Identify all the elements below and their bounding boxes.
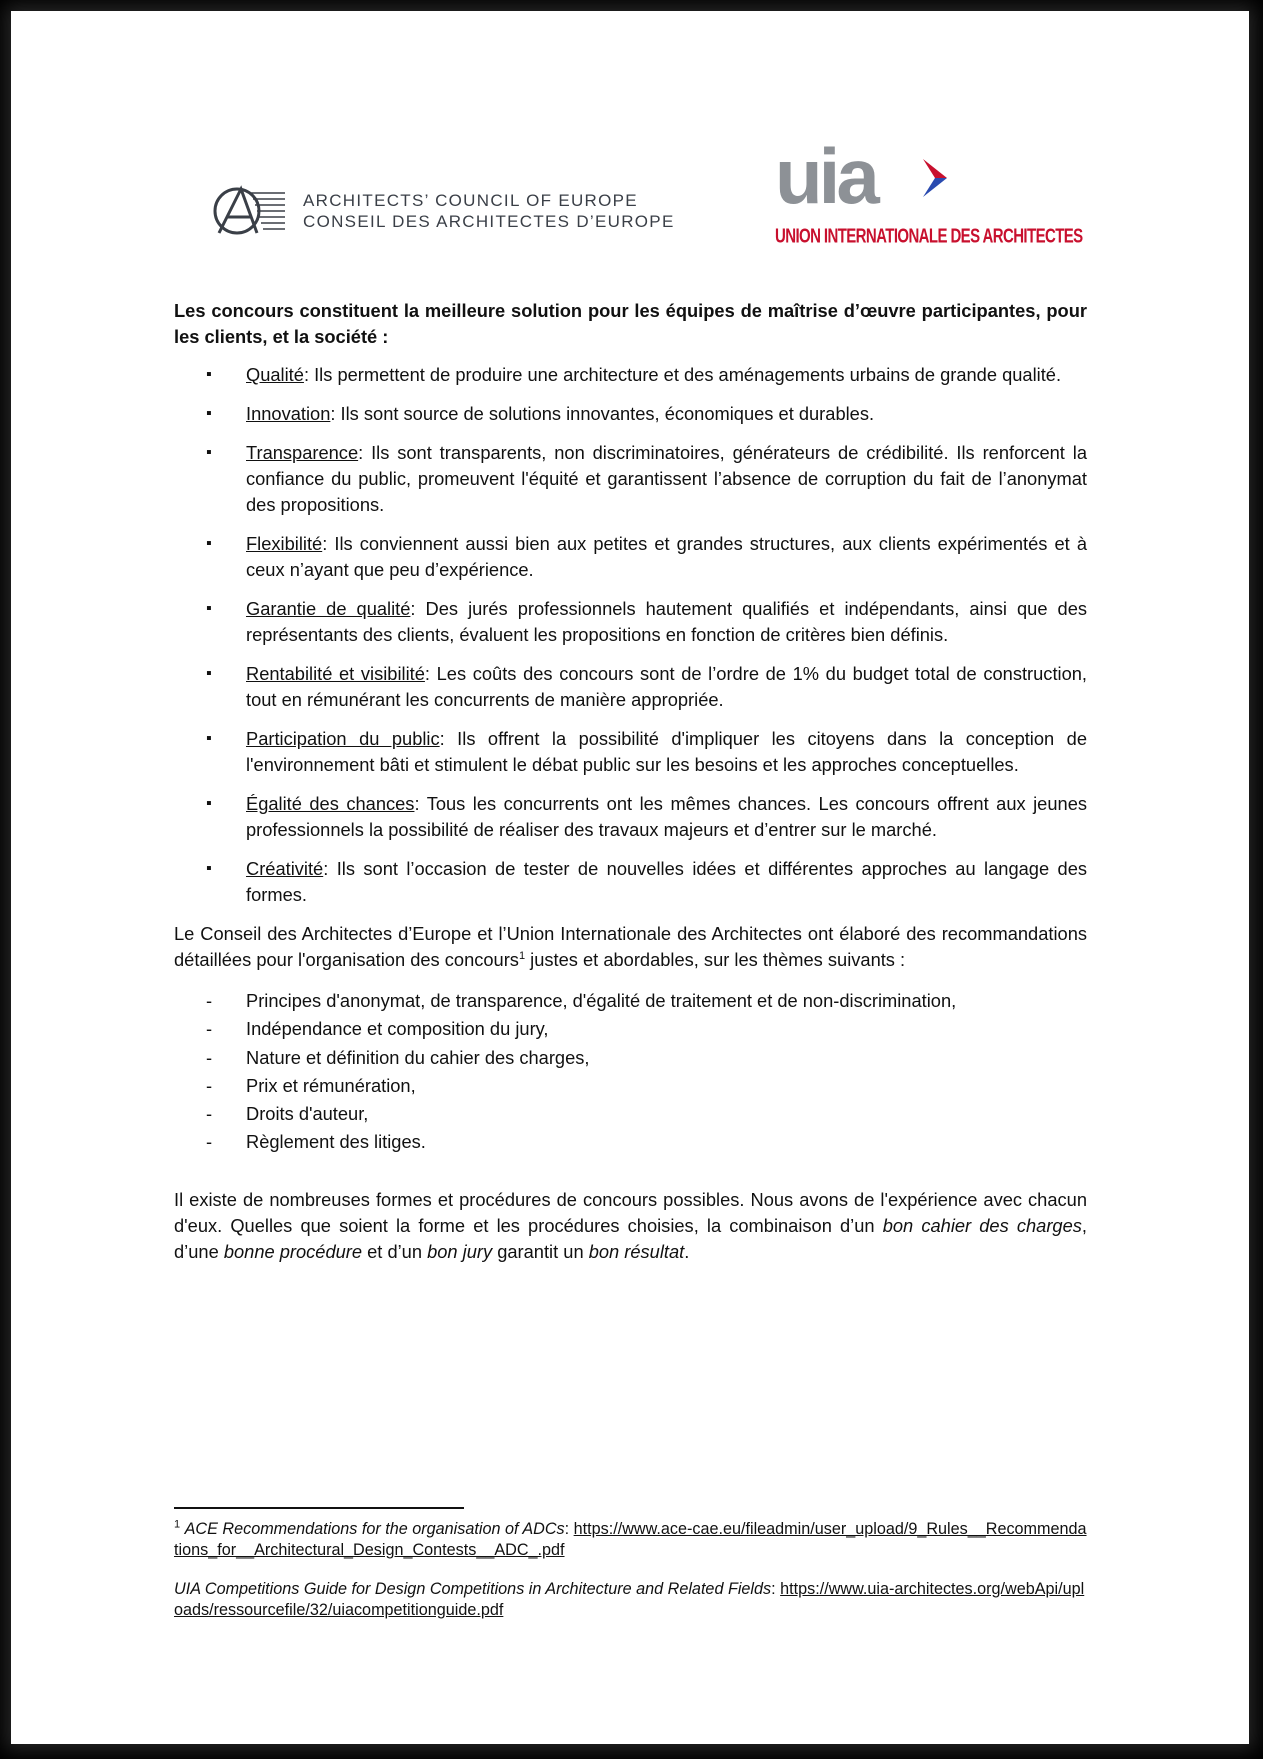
bullet-text: : Ils offrent la possibilité d'impliquer les citoyens dans la conception de l'environnement bâti et stimulent le débat public sur les besoins et les approches conceptuelles. — [246, 728, 1088, 775]
recommendations-paragraph — [174, 921, 1087, 973]
ace-recommendations-link[interactable]: https://www.ace-cae.eu/fileadmin/user_upload/9_Rules__Recommendations_for__Architectural_Design_Contests__ADC_.pdf — [174, 1520, 1087, 1559]
emphasis-text: bon résultat — [588, 1240, 685, 1262]
list-item: - Indépendance et composition du jury, — [174, 1015, 1087, 1043]
ace-logo-text — [303, 190, 675, 232]
bullet-term: Transparence — [246, 442, 359, 463]
uia-logo — [775, 132, 1083, 248]
bullet-text: : Ils sont source de solutions innovantes, économiques et durables. — [330, 403, 875, 424]
list-item — [174, 726, 1087, 778]
list-item — [174, 791, 1087, 843]
document-body — [174, 298, 1087, 1265]
bullet-term: Créativité — [246, 858, 324, 879]
list-item — [174, 661, 1087, 713]
conclusion-paragraph — [174, 1187, 1087, 1265]
bullet-text: : Tous les concurrents ont les mêmes chances. Les concours offrent aux jeunes professionnels la possibilité de réaliser des travaux majeurs et d’entrer sur le marché. — [246, 793, 1087, 840]
bullet-term: Garantie de qualité — [246, 598, 411, 619]
emphasis-text: bon jury — [427, 1240, 493, 1262]
ace-emblem-icon — [211, 183, 289, 239]
footnote-separator — [174, 1507, 464, 1509]
list-item — [174, 856, 1087, 908]
list-item: - Nature et définition du cahier des charges, — [174, 1044, 1087, 1072]
paragraph-text: . — [684, 1240, 690, 1262]
paragraph-text: , d’une — [174, 1214, 1087, 1262]
uia-subtitle: UNION INTERNATIONALE DES ARCHITECTES — [775, 225, 1083, 248]
list-item — [174, 531, 1087, 583]
themes-list — [174, 987, 1087, 1157]
footnote-2 — [174, 1579, 1087, 1621]
footnote-1 — [174, 1519, 1087, 1561]
footnote-ref[interactable]: 1 — [518, 949, 526, 962]
bullet-text: : Ils sont l’occasion de tester de nouvelles idées et différentes approches au langage des formes. — [246, 858, 1087, 905]
bullet-term: Qualité — [246, 364, 304, 385]
uia-wordmark: uia — [775, 132, 876, 220]
benefits-list — [174, 362, 1087, 908]
ace-line1: ARCHITECTS’ COUNCIL OF EUROPE — [303, 191, 638, 210]
uia-competition-guide-link[interactable]: https://www.uia-architectes.org/webApi/uploads/ressourcefile/32/uiacompetitionguide.pdf — [174, 1580, 1085, 1619]
paragraph-text: Le Conseil des Architectes d’Europe et l’Union Internationale des Architectes ont élaboré des recommandations détaillées pour l'organisation des concours — [174, 923, 1087, 970]
bullet-text: : Ils sont transparents, non discriminatoires, générateurs de crédibilité. Ils renforcent la confiance du public, promeuvent l'équité et garantissent l’absence de corruption du fait de l’anonymat des propositions. — [246, 442, 1087, 515]
bullet-term: Innovation — [246, 403, 331, 424]
bullet-text: : Les coûts des concours sont de l’ordre de 1% du budget total de construction, tout en rémunérant les concurrents de manière appropriée. — [246, 663, 1087, 710]
list-item: - Prix et rémunération, — [174, 1072, 1087, 1100]
bullet-term: Rentabilité et visibilité — [246, 663, 425, 684]
paragraph-text: Il existe de nombreuses formes et procédures de concours possibles. Nous avons de l'expérience avec chacun d'eux. Quelles que soient la forme et les procédures choisies, la combinaison d’un — [174, 1188, 1087, 1236]
uia-chevron-icon — [921, 157, 949, 199]
paragraph-text: garantit un — [492, 1240, 589, 1262]
list-item: - Règlement des litiges. — [174, 1128, 1087, 1156]
bullet-term: Égalité des chances — [246, 793, 415, 814]
bullet-term: Participation du public — [246, 728, 440, 749]
bullet-text: : Des jurés professionnels hautement qualifiés et indépendants, ainsi que des représentants des clients, évaluent les propositions en fonction de critères bien définis. — [246, 598, 1087, 645]
list-item — [174, 401, 1087, 427]
header-logos — [11, 11, 1249, 248]
footnote-separator-text: : — [771, 1580, 781, 1598]
bullet-term: Flexibilité — [246, 533, 323, 554]
paragraph-text: et d’un — [362, 1240, 428, 1262]
footnote-separator-text: : — [564, 1520, 574, 1538]
paragraph-text: justes et abordables, sur les thèmes suivants : — [525, 949, 906, 970]
list-item: - Droits d'auteur, — [174, 1100, 1087, 1128]
footnote-title: UIA Competitions Guide for Design Competitions in Architecture and Related Fields — [174, 1580, 772, 1598]
ace-line2: CONSEIL DES ARCHITECTES D’EUROPE — [303, 212, 675, 231]
list-item: - Principes d'anonymat, de transparence, d'égalité de traitement et de non-discrimination, — [174, 987, 1087, 1015]
bullet-text: : Ils conviennent aussi bien aux petites et grandes structures, aux clients expérimentés et à ceux n’ayant que peu d’expérience. — [246, 533, 1087, 580]
ace-logo — [211, 183, 675, 239]
bullet-text: : Ils permettent de produire une architecture et des aménagements urbains de grande qualité. — [303, 364, 1062, 385]
document-page — [11, 11, 1249, 1744]
list-item — [174, 596, 1087, 648]
footnote-number: 1 — [174, 1518, 181, 1531]
emphasis-text: bon cahier des charges — [882, 1214, 1082, 1236]
footnote-title: ACE Recommendations for the organisation of ADCs — [184, 1520, 565, 1538]
intro-heading: Les concours constituent la meilleure solution pour les équipes de maîtrise d’œuvre participantes, pour les clients, et la société : — [174, 300, 1087, 347]
emphasis-text: bonne procédure — [223, 1240, 363, 1262]
footnotes — [174, 1519, 1087, 1621]
list-item — [174, 362, 1087, 388]
list-item — [174, 440, 1087, 518]
